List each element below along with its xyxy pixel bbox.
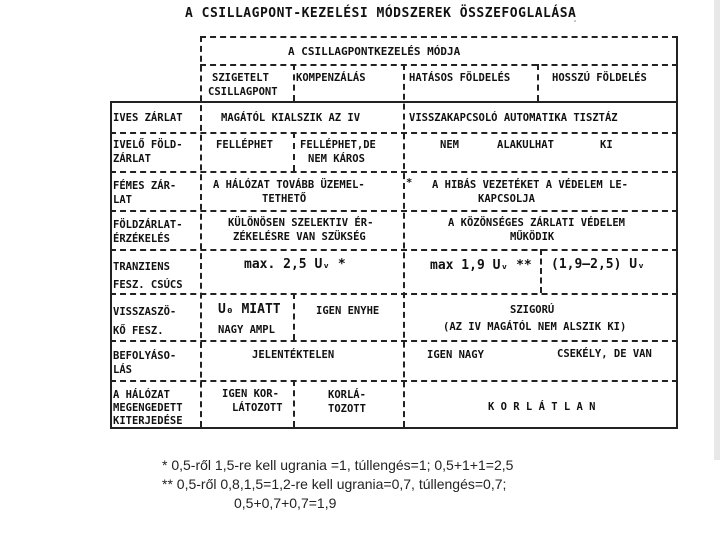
row8-a1-1: IGEN KOR- [222, 388, 279, 400]
hline-4 [110, 210, 678, 212]
hline-5 [110, 249, 678, 251]
row7-a: JELENTÉKTELEN [252, 349, 335, 361]
row5-label-2: FESZ. CSÚCS [113, 279, 183, 291]
vline-mid [403, 64, 405, 427]
row8-label-3: KITERJEDÉSE [113, 415, 183, 427]
header-col3: HATÁSOS FÖLDELÉS [409, 72, 511, 84]
row4-a-2: ZÉKELÉSRE VAN SZÜKSÉG [233, 231, 366, 243]
row8-a2-1: KORLÁ- [328, 389, 366, 401]
row4-b-1: A KÖZÖNSÉGES ZÁRLATI VÉDELEM [448, 217, 626, 229]
row6-b-2: (AZ IV MAGÁTÓL NEM ALSZIK KI) [443, 321, 627, 333]
right-scroll-edge [714, 0, 720, 460]
vline-r8 [293, 380, 295, 427]
hline-6 [110, 293, 678, 295]
header-col4: HOSSZÚ FÖLDELÉS [552, 72, 647, 84]
row1-a: MAGÁTÓL KIALSZIK AZ IV [221, 112, 361, 124]
row8-b: K O R L Á T L A N [488, 401, 596, 413]
hline-2 [110, 132, 678, 134]
vline-h3 [537, 64, 539, 101]
row6-a1-2: NAGY AMPL [218, 324, 275, 336]
row2-label-2: ZÁRLAT [113, 153, 151, 165]
hline-header [200, 64, 678, 66]
row3-b-2: KAPCSOLJA [478, 193, 535, 205]
row1-b: VISSZAKAPCSOLÓ AUTOMATIKA TISZTÁZ [409, 112, 618, 124]
row2-a2-1: FELLÉPHET,DE [300, 139, 376, 151]
row3-label-2: LAT [113, 194, 132, 206]
row2-b1: NEM [440, 139, 459, 151]
row3-b-1: A HIBÁS VEZETÉKET A VÉDELEM LE- [432, 179, 628, 191]
row8-a2-2: TOZOTT [328, 403, 366, 415]
hline-7 [110, 340, 678, 342]
row7-b2: CSEKÉLY, DE VAN [557, 348, 652, 360]
header-col1-line1: SZIGETELT [212, 72, 269, 84]
row8-label-1: A HÁLÓZAT [113, 389, 170, 401]
header-main: A CSILLAGPONTKEZELÉS MÓDJA [288, 45, 461, 58]
row3-star: * [406, 177, 413, 189]
row7-label-2: LÁS [113, 364, 132, 376]
row3-label-1: FÉMES ZÁR- [113, 180, 177, 192]
footnote-2: ** 0,5-ről 0,8,1,5=1,2-re kell ugrania=0,7, túllengés=0,7; [162, 476, 507, 492]
hline-8 [110, 380, 678, 382]
header-col1-line2: CSILLAGPONT [208, 86, 278, 98]
row2-b3: KI [600, 139, 613, 151]
row6-label-1: VISSZASZÖ- [113, 306, 177, 318]
row2-a1: FELLÉPHET [216, 139, 273, 151]
hline-3 [110, 171, 678, 173]
row4-b-2: MŰKÖDIK [510, 231, 555, 243]
row6-a1-1: U₀ MIATT [218, 302, 281, 317]
vline-r2 [293, 132, 295, 171]
vline-r6 [293, 293, 295, 340]
row8-label-2: MEGENGEDETT [113, 402, 183, 414]
vline-label [200, 36, 202, 427]
row2-label-1: IVELŐ FÖLD- [113, 139, 183, 151]
hline-1 [110, 101, 678, 103]
row2-a2-2: NEM KÁROS [308, 153, 365, 165]
row5-b2: (1,9–2,5) Uᵥ [551, 257, 645, 272]
row6-b-1: SZIGORÚ [510, 304, 555, 316]
vline-h1 [293, 64, 295, 101]
row5-a: max. 2,5 Uᵥ * [244, 257, 346, 272]
row4-a-1: KÜLÖNÖSEN SZELEKTIV ÉR- [228, 217, 374, 229]
row5-b1: max 1,9 Uᵥ ** [430, 258, 532, 273]
vline-r5 [540, 249, 542, 293]
row1-label: IVES ZÁRLAT [113, 112, 183, 124]
footnote-3: 0,5+0,7+0,7=1,9 [234, 495, 337, 511]
row2-b2: ALAKULHAT [497, 139, 554, 151]
row6-a2: IGEN ENYHE [316, 305, 380, 317]
footnote-1: * 0,5-ről 1,5-re kell ugrania =1, túllengés=1; 0,5+1+1=2,5 [162, 457, 514, 473]
vline-left [110, 101, 112, 427]
page-title: A CSILLAGPONT-KEZELÉSI MÓDSZEREK ÖSSZEFOGLALÁSA [185, 6, 577, 21]
row3-a-2: TETHETŐ [262, 193, 307, 205]
row4-label-1: FÖLDZÁRLAT- [113, 219, 183, 231]
row7-b1: IGEN NAGY [427, 349, 484, 361]
row3-a-1: A HÁLÓZAT TOVÁBB ÜZEMEL- [213, 179, 365, 191]
row6-label-2: KŐ FESZ. [113, 325, 164, 337]
row4-label-2: ÉRZÉKELÉS [113, 233, 170, 245]
row7-label-1: BEFOLYÁSO- [113, 350, 177, 362]
header-col2: KOMPENZÁLÁS [296, 72, 366, 84]
corner-mark: ˙ [572, 20, 579, 31]
row8-a1-2: LÁTOZOTT [232, 402, 283, 414]
hline-top [200, 36, 678, 38]
row5-label-1: TRANZIENS [113, 261, 170, 273]
hline-bottom [110, 427, 678, 429]
vline-right [676, 36, 678, 427]
